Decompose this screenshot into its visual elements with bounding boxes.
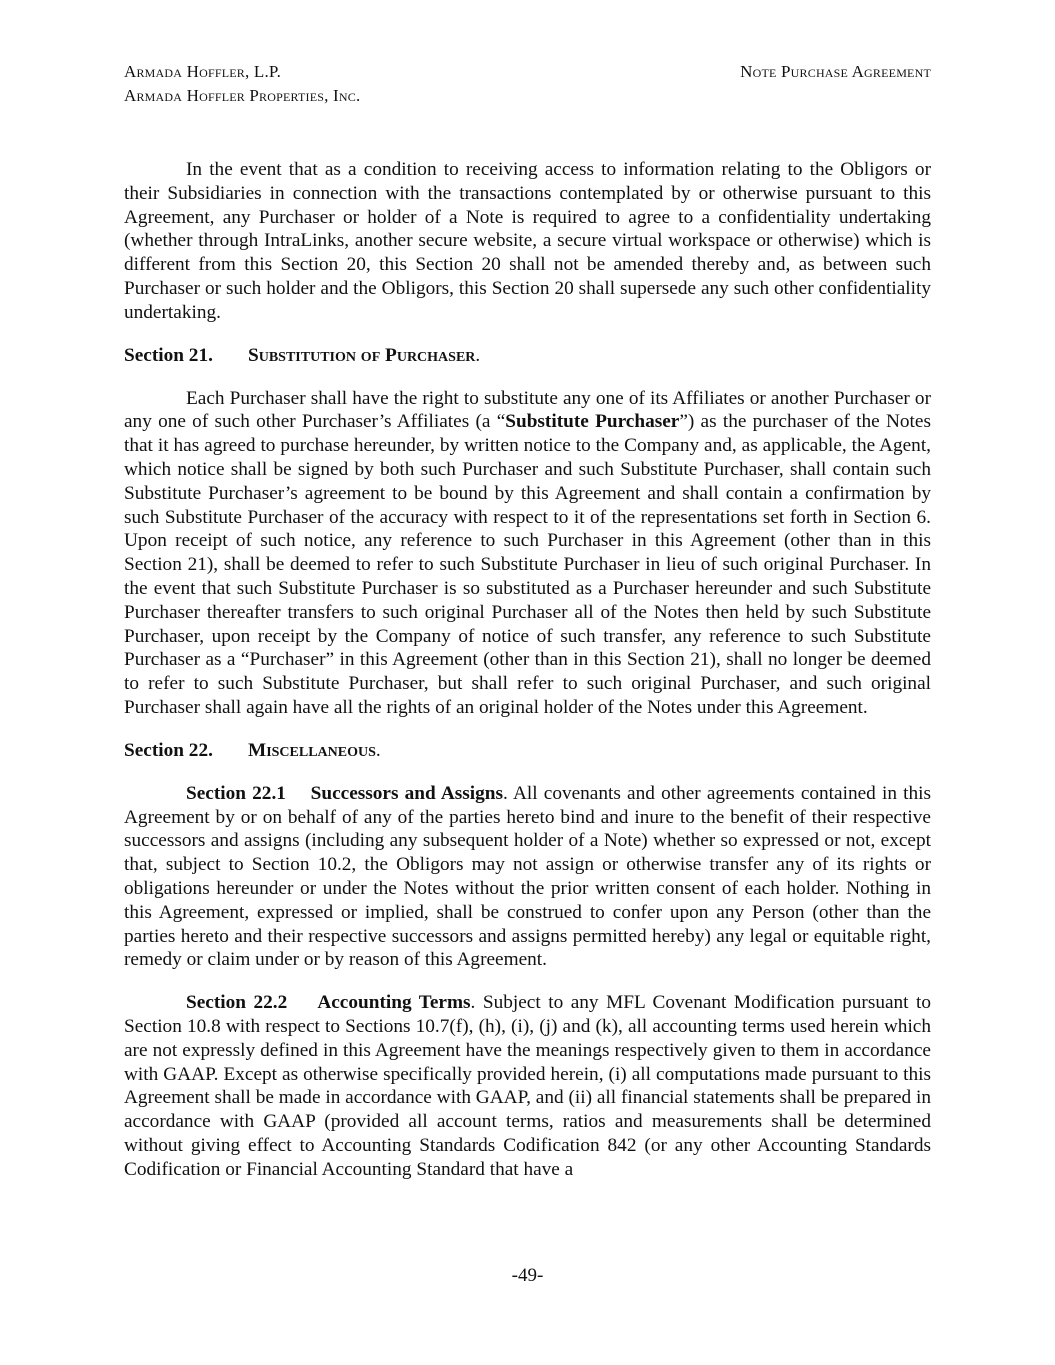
section-22-2-title: Accounting Terms (317, 992, 471, 1014)
section-21-text-after: ”) as the purchaser of the Notes that it has agreed to purchase hereunder, by written notice to the Company and, as applicable, the Agent, which notice shall be signed by both such Purchaser and such Substitute Purchaser, shall contain such Substitute Purchaser’s agreement to be bound by this Agreement and shall contain a confirmation by such Substitute Purchaser of the accuracy with respect to it of the representations set forth in Section 6. Upon receipt of such notice, any reference to such Purchaser in this Agreement (other than in this Section 21), shall be deemed to refer to such Substitute Purchaser in lieu of such original Purchaser. In the event that such Substitute Purchaser is so substituted as a Purchaser hereunder and such Substitute Purchaser thereafter transfers to such original Purchaser all of the Notes then held by such Substitute Purchaser, upon receipt by the Company of notice of such transfer, any reference to such Substitute Purchaser as a “Purchaser” in this Agreement (other than in this Section 21), shall no longer be deemed to refer to such Substitute Purchaser, but shall refer to such original Purchaser, and such original Purchaser shall again have all the rights of an original holder of the Notes under this Agreement. (124, 411, 931, 718)
header-company-lp: Armada Hoffler, L.P. (124, 62, 282, 81)
section-21-text-before: Each Purchaser shall have the right to substitute any one of its Affiliates or another Purchaser or any one of such other Purchaser’s Affiliates (a “ (124, 387, 931, 433)
section-22-2-paragraph (124, 991, 931, 1181)
header-document-title: Note Purchase Agreement (740, 62, 931, 81)
section-22-title: Miscellaneous (248, 739, 376, 761)
section-22-1-text: . All covenants and other agreements contained in this Agreement by or on behalf of any of the parties hereto bind and inure to the benefit of their respective successors and assigns (including any subsequent holder of a Note) whether so expressed or not, except that, subject to Section 10.2, the Obligors may not assign or otherwise transfer any of its rights or obligations hereunder or under the Notes without the prior written consent of each holder. Nothing in this Agreement, expressed or implied, shall be construed to confer upon any Person (other than the parties hereto and their respective successors and assigns permitted hereby) any legal or equitable right, remedy or claim under or by reason of this Agreement. (124, 782, 932, 971)
section-22-2-text: . Subject to any MFL Covenant Modification pursuant to Section 10.8 with respect to Sections 10.7(f), (h), (i), (j) and (k), all accounting terms used herein which are not expressly defined in this Agreement have the meanings respectively given to them in accordance with GAAP. Except as otherwise specifically provided herein, (i) all computations made pursuant to this Agreement shall be made in accordance with GAAP, and (ii) all financial statements shall be prepared in accordance with GAAP (provided all account terms, ratios and measurements shall be determined without giving effect to Accounting Standards Codification 842 (or any other Accounting Standards Codification or Financial Accounting Standard that have a (124, 992, 932, 1180)
section-21-paragraph (124, 387, 931, 720)
section-21-heading (124, 344, 931, 368)
section-22-1-label: Section 22.1 (186, 782, 286, 804)
header-left (124, 60, 360, 108)
section-22-1-paragraph (124, 782, 931, 972)
section-22-title-period: . (375, 739, 381, 761)
section-21-number: Section 21. (124, 344, 213, 366)
section-21-title-period: . (475, 344, 481, 366)
page-number: -49- (511, 1265, 544, 1286)
section-22-heading (124, 739, 931, 763)
page-header (124, 60, 931, 120)
header-company-inc: Armada Hoffler Properties, Inc. (124, 86, 361, 105)
section-22-2-label: Section 22.2 (186, 992, 288, 1014)
confidentiality-paragraph: In the event that as a condition to receiving access to information relating to the Obligors or their Subsidiaries in connection with the transactions contemplated by or otherwise pursuant to this Agreement, any Purchaser or holder of a Note is required to agree to a confidentiality undertaking (whether through IntraLinks, another secure website, a secure virtual workspace or otherwise) which is different from this Section 20, this Section 20 shall not be amended thereby and, as between such Purchaser or such holder and the Obligors, this Section 20 shall supersede any such other confidentiality undertaking. (124, 159, 931, 323)
section-21-title: Substitution of Purchaser (248, 344, 476, 366)
defined-term-substitute-purchaser: Substitute Purchaser (505, 411, 680, 433)
section-22-number: Section 22. (124, 739, 213, 761)
document-page (124, 60, 931, 1181)
section-22-1-title: Successors and Assigns (310, 782, 504, 804)
